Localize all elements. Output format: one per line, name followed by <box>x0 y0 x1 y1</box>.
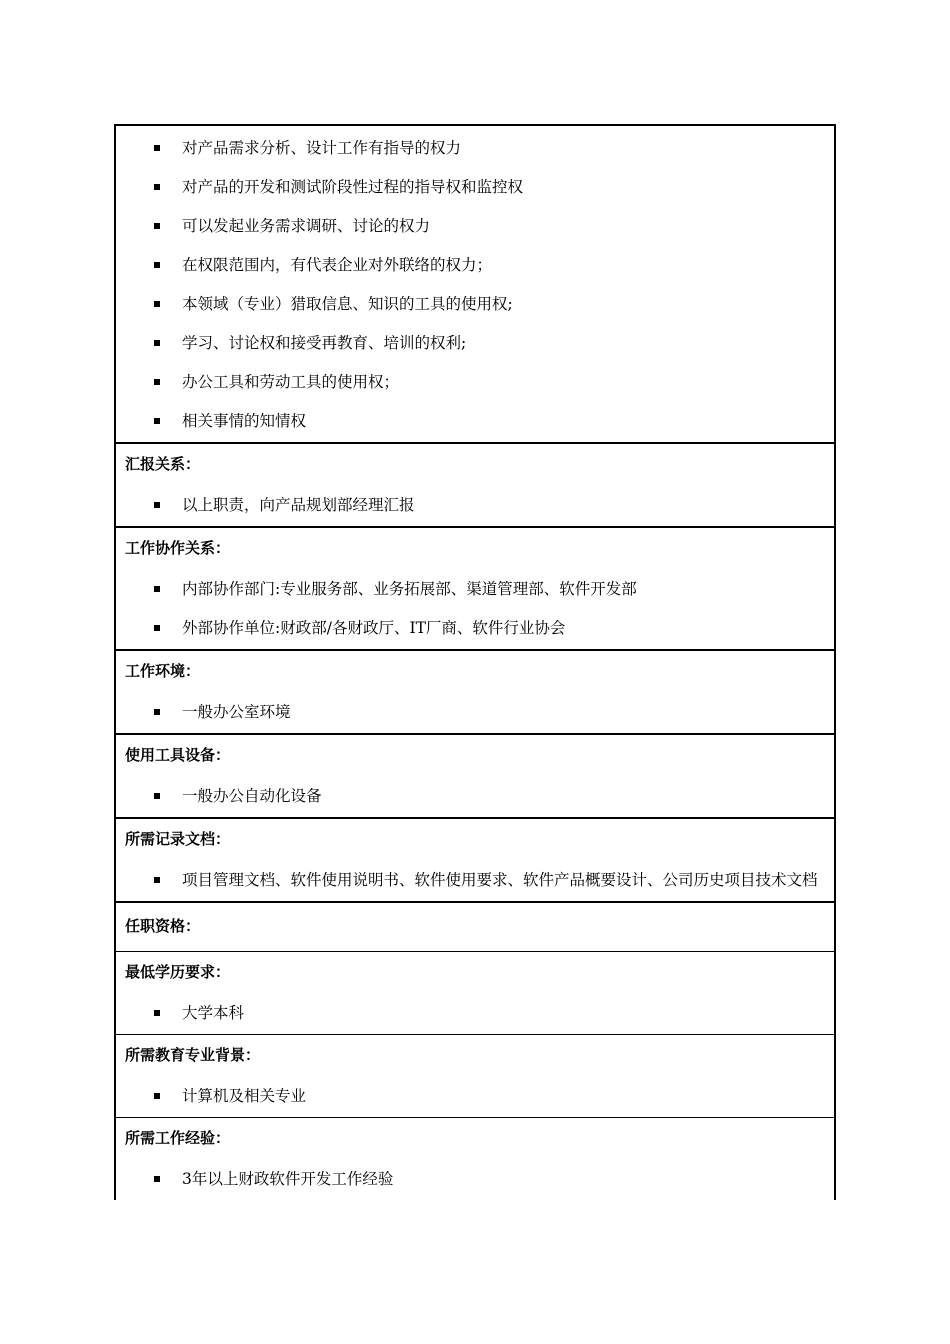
section-qualifications <box>116 903 834 952</box>
list-item <box>116 1160 834 1199</box>
section-documents <box>116 819 834 903</box>
list-item <box>116 994 834 1033</box>
list-item-text: 大学本科 <box>182 1004 245 1022</box>
section-education-background <box>116 1035 834 1118</box>
list-item-text: 在权限范围内，有代表企业对外联络的权力； <box>182 256 493 274</box>
list-item-text: 办公工具和劳动工具的使用权； <box>182 373 400 391</box>
list-item <box>116 693 834 732</box>
list-item-text: 一般办公自动化设备 <box>182 787 322 805</box>
section-collaboration <box>116 528 834 651</box>
section-heading: 工作环境： <box>125 662 201 680</box>
experience-list <box>116 1158 834 1200</box>
list-item-text: 本领域（专业）猎取信息、知识的工具的使用权; <box>182 295 513 313</box>
section-heading: 工作协作关系： <box>125 539 231 557</box>
section-heading: 所需记录文档： <box>125 830 231 848</box>
list-item <box>116 168 834 207</box>
list-item-text: 计算机及相关专业 <box>182 1087 307 1105</box>
education-level-list <box>116 992 834 1034</box>
equipment-list <box>116 775 834 817</box>
list-item-text: 一般办公室环境 <box>182 703 291 721</box>
list-item-text: 可以发起业务需求调研、讨论的权力 <box>182 217 431 235</box>
section-heading: 最低学历要求： <box>125 963 231 981</box>
bullet-icon <box>154 340 160 346</box>
bullet-icon <box>154 709 160 715</box>
bullet-icon <box>154 223 160 229</box>
section-education-level <box>116 952 834 1035</box>
section-heading: 使用工具设备： <box>125 746 231 764</box>
list-item <box>116 363 834 402</box>
bullet-icon <box>154 301 160 307</box>
section-reporting <box>116 444 834 528</box>
list-item <box>116 129 834 168</box>
documents-list <box>116 859 834 901</box>
list-item <box>116 861 834 900</box>
bullet-icon <box>154 1093 160 1099</box>
list-item <box>116 570 834 609</box>
list-item-text: 3年以上财政软件开发工作经验 <box>182 1170 394 1188</box>
section-heading: 所需工作经验： <box>125 1129 231 1147</box>
list-item <box>116 486 834 525</box>
list-item <box>116 1077 834 1116</box>
bullet-icon <box>154 379 160 385</box>
bullet-icon <box>154 1176 160 1182</box>
job-description-table <box>114 124 836 1200</box>
list-item <box>116 324 834 363</box>
list-item <box>116 402 834 441</box>
list-item-text: 项目管理文档、软件使用说明书、软件使用要求、软件产品概要设计、公司历史项目技术文档 <box>182 871 818 889</box>
bullet-icon <box>154 586 160 592</box>
list-item-text: 对产品需求分析、设计工作有指导的权力 <box>182 139 462 157</box>
section-equipment <box>116 735 834 819</box>
bullet-icon <box>154 145 160 151</box>
reporting-list <box>116 484 834 526</box>
section-heading: 任职资格： <box>125 917 201 935</box>
environment-list <box>116 691 834 733</box>
list-item <box>116 609 834 648</box>
bullet-icon <box>154 1010 160 1016</box>
education-background-list <box>116 1075 834 1117</box>
list-item-text: 学习、讨论权和接受再教育、培训的权利; <box>182 334 467 352</box>
section-heading: 汇报关系： <box>125 455 201 473</box>
section-heading: 所需教育专业背景： <box>125 1046 261 1064</box>
bullet-icon <box>154 625 160 631</box>
bullet-icon <box>154 418 160 424</box>
collaboration-list <box>116 568 834 649</box>
list-item <box>116 777 834 816</box>
bullet-icon <box>154 262 160 268</box>
section-rights <box>116 126 834 444</box>
list-item-text: 外部协作单位:财政部/各财政厅、IT厂商、软件行业协会 <box>182 619 566 637</box>
list-item <box>116 285 834 324</box>
list-item-text: 以上职责，向产品规划部经理汇报 <box>182 496 415 514</box>
list-item-text: 相关事情的知情权 <box>182 412 307 430</box>
bullet-icon <box>154 793 160 799</box>
rights-list <box>116 126 834 442</box>
list-item-text: 对产品的开发和测试阶段性过程的指导权和监控权 <box>182 178 524 196</box>
bullet-icon <box>154 877 160 883</box>
list-item-text: 内部协作部门:专业服务部、业务拓展部、渠道管理部、软件开发部 <box>182 580 637 598</box>
bullet-icon <box>154 502 160 508</box>
list-item <box>116 246 834 285</box>
list-item <box>116 207 834 246</box>
section-environment <box>116 651 834 735</box>
bullet-icon <box>154 184 160 190</box>
section-experience <box>116 1118 834 1200</box>
